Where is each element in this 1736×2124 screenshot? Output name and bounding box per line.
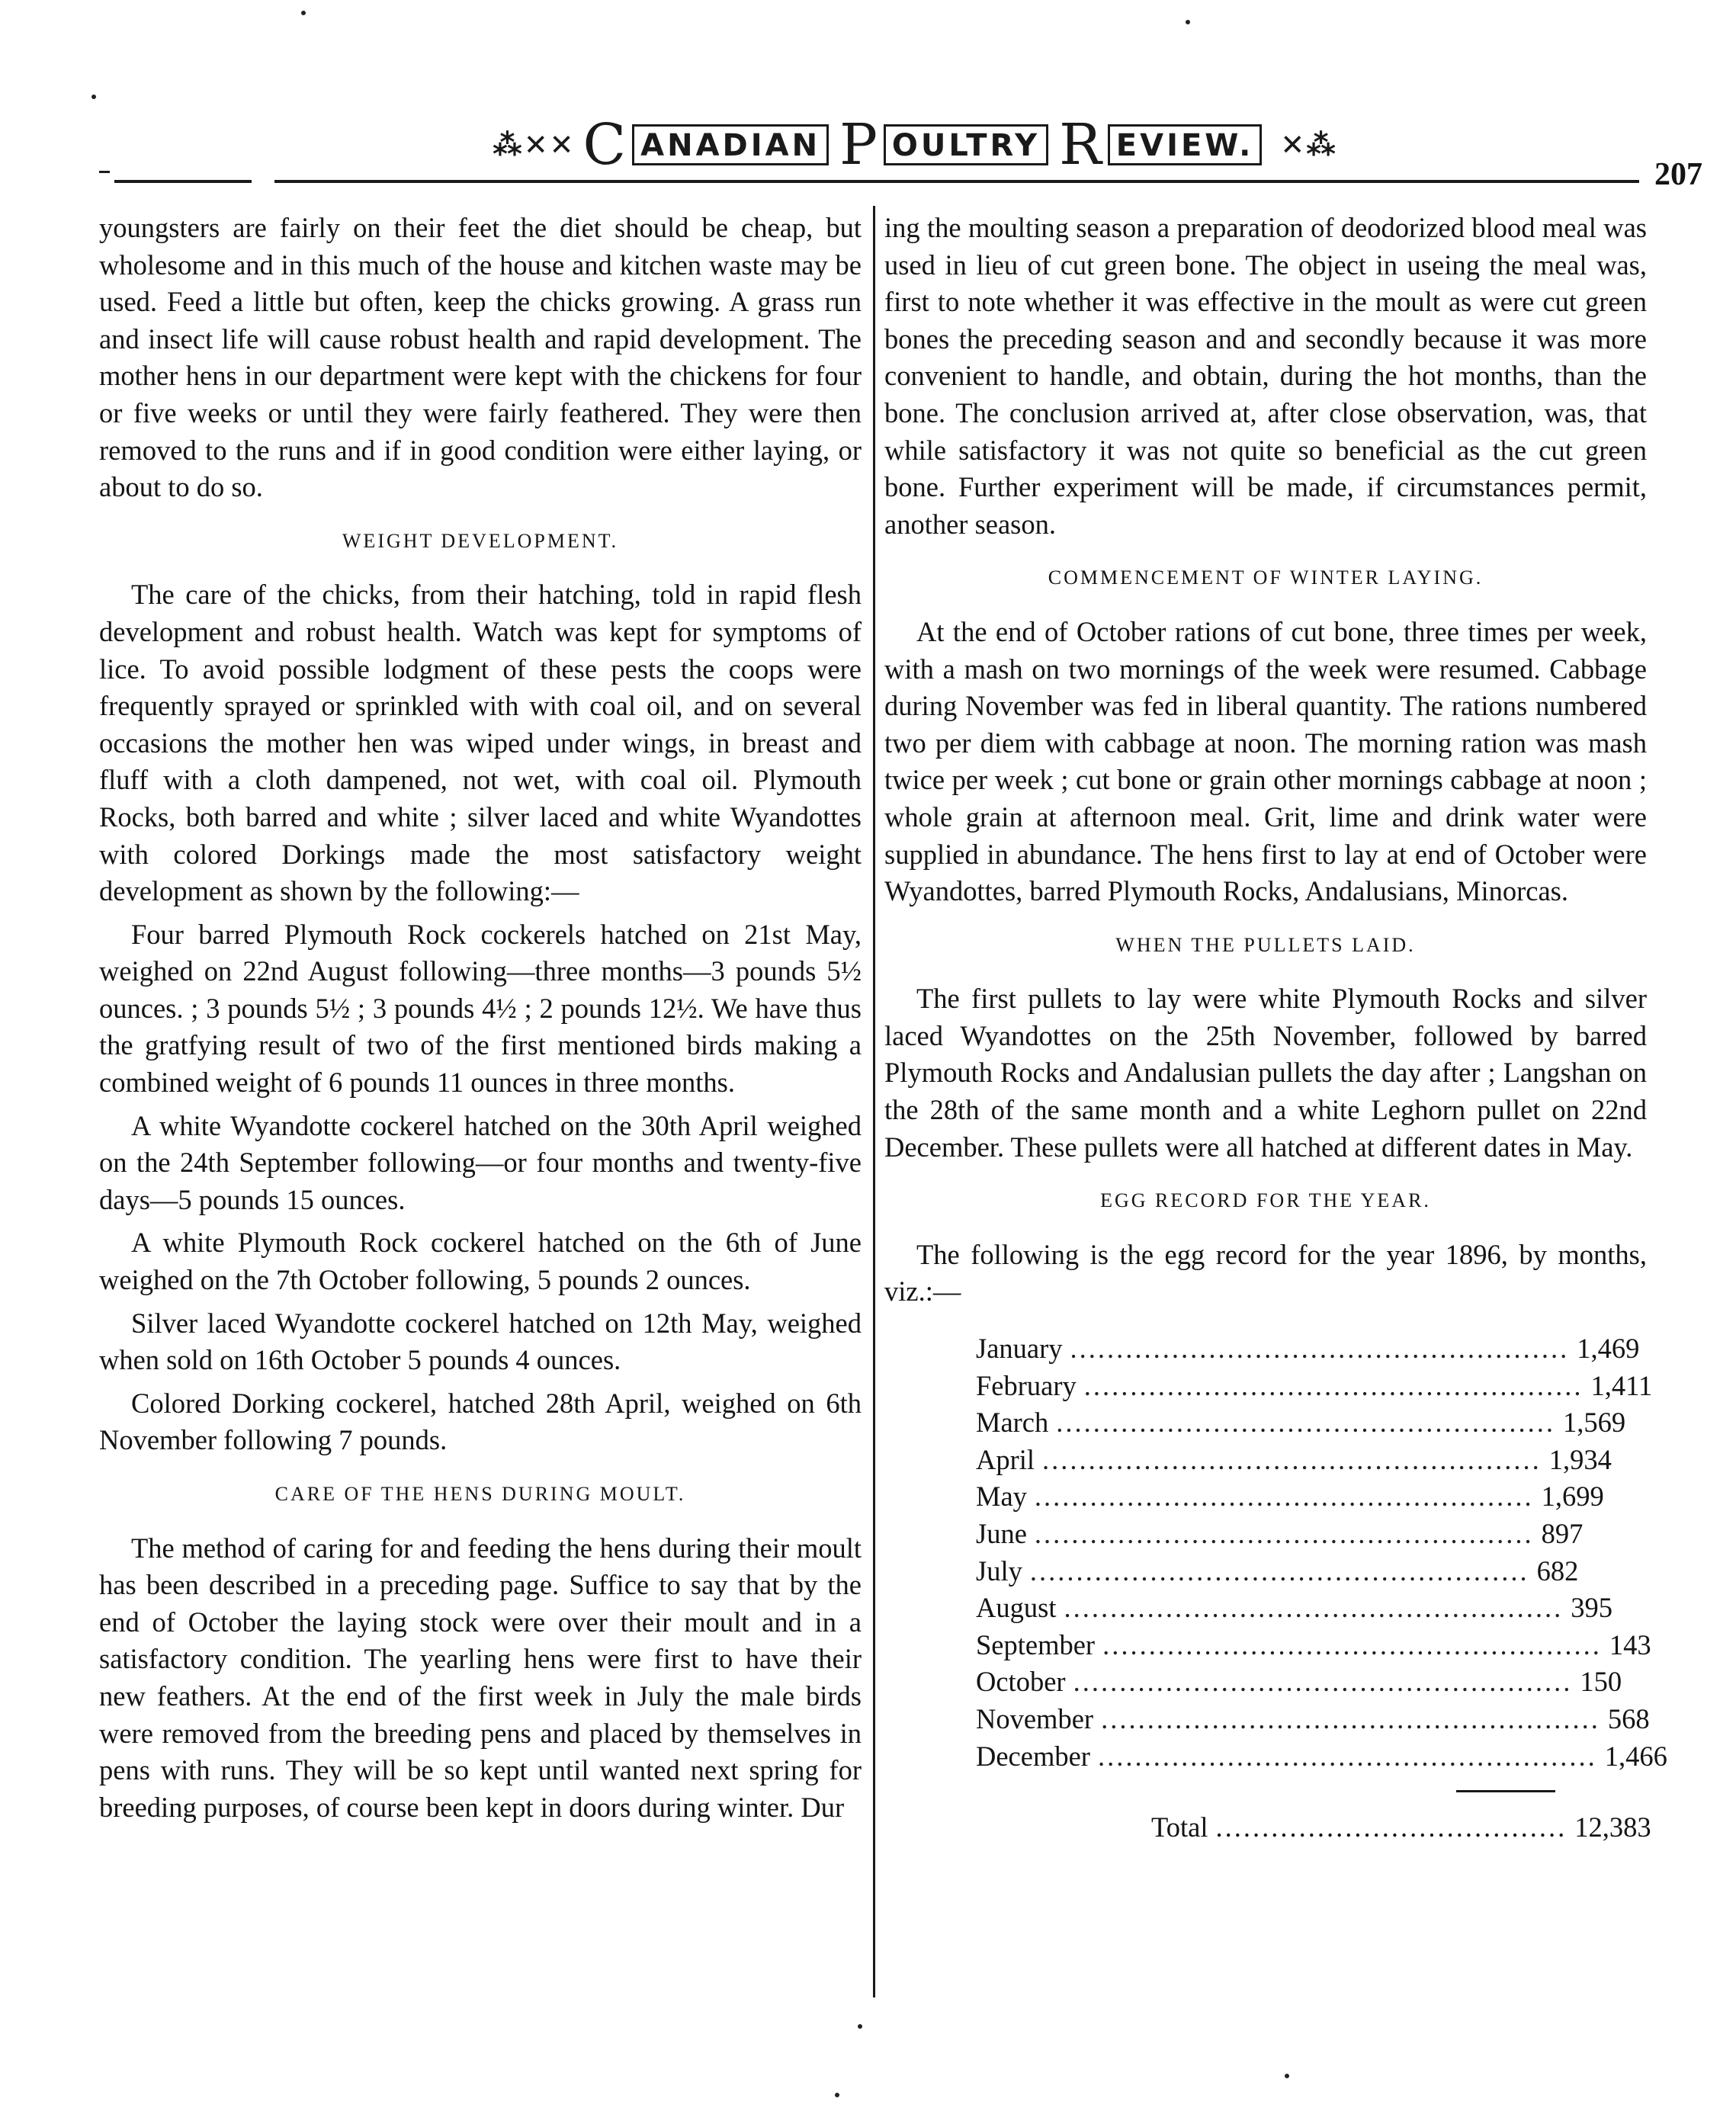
month-label: August (976, 1592, 1057, 1624)
month-label: July (976, 1554, 1022, 1587)
dot-leader: ...................................................... (1102, 1628, 1602, 1660)
masthead-initial-p: P (839, 112, 881, 178)
month-label: June (976, 1518, 1027, 1549)
egg-record-table (976, 1330, 1667, 1846)
total-row (976, 1809, 1651, 1846)
print-speck (1186, 20, 1190, 24)
table-row (976, 1590, 1612, 1627)
masthead-initial-c: C (582, 112, 630, 178)
right-column (884, 210, 1667, 1846)
table-row (976, 1627, 1651, 1664)
month-label: March (976, 1407, 1049, 1439)
page-header (91, 112, 1702, 198)
page-number: 207 (1654, 157, 1702, 192)
table-row (976, 1701, 1650, 1738)
table-row (976, 1478, 1604, 1516)
dot-leader: ...................................................... (1034, 1481, 1534, 1513)
masthead-initial-r: R (1059, 112, 1105, 178)
month-label: January (976, 1333, 1063, 1365)
egg-count: 1,411 (1590, 1369, 1653, 1401)
header-tick (99, 171, 110, 173)
section-heading-care-of-hens: CARE OF THE HENS DURING MOULT. (274, 1483, 686, 1505)
paragraph: The following is the egg record for the year 1896, by months, viz.:— (884, 1238, 1647, 1307)
month-label: September (976, 1628, 1096, 1660)
paragraph: At the end of October rations of cut bone, three times per week, with a mash on two mornings of the week were resumed. Cabbage during November was fed in liberal quantity. The rations numbered two per diem with cabbage at noon. The morning ration was mash twice per week ; cut bone or grain other mornings cabbage at noon ; whole grain at afternoon meal. Grit, lime and drink water were supplied in abundance. The hens first to lay at end of October were Wyandottes, barred Plymouth Rocks, Andalusians, Minorcas. (884, 615, 1647, 907)
masthead (492, 112, 1338, 178)
month-label: May (976, 1481, 1027, 1513)
masthead-word-poultry: OULTRY (884, 124, 1048, 165)
paragraph: The first pullets to lay were white Plymouth Rocks and silver laced Wyandottes on the 25th November, followed by barred Plymouth Rocks and Andalusian pullets the day after ; Langshan on the 28th of the same month and a white Leghorn pullet on 22nd December. These pullets were all hatched at different dates in May. (884, 983, 1647, 1163)
print-speck (1285, 2074, 1289, 2078)
total-label: Total (1151, 1811, 1208, 1843)
dot-leader: ...................................................... (1073, 1666, 1573, 1698)
paragraph: Colored Dorking cockerel, hatched 28th April, weighed on 6th November following 7 pounds. (99, 1387, 862, 1456)
paragraph: Four barred Plymouth Rock cockerels hatched on 21st May, weighed on 22nd August following—three months—3 pounds 5½ ounces. ; 3 pounds 5½ ; 3 pounds 4½ ; 2 pounds 12½. We have thus the gratfying result of two of the first mentioned birds making a combined weight of 6 pounds 11 ounces in three months. (99, 918, 862, 1099)
table-row (976, 1404, 1626, 1442)
paragraph: ing the moulting season a preparation of deodorized blood meal was used in lieu of cut green bone. The object in useing the meal was, first to note whether it was effective in the moult as were cut green bones the preceding season and and secondly because it was more convenient to handle, and obtain, during the hot months, than the bone. The conclusion arrived at, after close observation, was, that while satisfactory it was not quite so beneficial as the cut green bone. Further experiment will be made, if circumstances permit, another season. (884, 212, 1647, 540)
month-label: December (976, 1740, 1090, 1772)
masthead-word-canadian: ANADIAN (632, 124, 829, 165)
month-label: February (976, 1369, 1077, 1401)
masthead-word-review: EVIEW. (1108, 124, 1263, 165)
paragraph: Silver laced Wyandotte cockerel hatched on 12th May, weighed when sold on 16th October 5 pounds 4 ounces. (99, 1307, 862, 1376)
section-heading-egg-record: EGG RECORD FOR THE YEAR. (1100, 1189, 1431, 1212)
egg-count: 143 (1609, 1628, 1651, 1660)
dot-leader: ...................................................... (1097, 1740, 1597, 1772)
dot-leader: ...................................................... (1101, 1702, 1600, 1734)
section-heading-weight-development: WEIGHT DEVELOPMENT. (342, 529, 619, 552)
paragraph: A white Wyandotte cockerel hatched on the 30th April weighed on the 24th September following—or four months and twenty-five days—5 pounds 15 ounces. (99, 1109, 862, 1215)
total-rule (1456, 1790, 1555, 1792)
print-speck (835, 2093, 839, 2097)
paragraph: The care of the chicks, from their hatching, told in rapid flesh development and robust health. Watch was kept for symptoms of lice. To avoid possible lodgment of these pests the coops were frequently sprayed or sprinkled with with coal oil, and on several occasions the mother hen was wiped under wings, in breast and fluff with a cloth dampened, not wet, with coal oil. Plymouth Rocks, both barred and white ; silver laced and white Wyandottes with colored Dorkings made the most satisfactory weight development as shown by the following:— (99, 579, 862, 907)
egg-count: 1,934 (1548, 1443, 1612, 1475)
month-label: April (976, 1443, 1035, 1475)
table-row (976, 1330, 1640, 1368)
table-row (976, 1664, 1622, 1701)
egg-count: 1,699 (1541, 1481, 1604, 1513)
table-row (976, 1553, 1579, 1590)
egg-count: 568 (1607, 1702, 1650, 1734)
masthead-ornament-right: ✕⁂ (1280, 128, 1338, 162)
egg-count: 150 (1580, 1666, 1622, 1698)
masthead-ornament-left: ⁂✕✕ (492, 128, 576, 162)
egg-count: 395 (1571, 1592, 1612, 1624)
egg-count: 1,466 (1604, 1740, 1667, 1772)
egg-count: 682 (1536, 1554, 1579, 1587)
dot-leader: ...................................................... (1083, 1369, 1584, 1401)
egg-count: 1,569 (1563, 1407, 1626, 1439)
paragraph: The method of caring for and feeding the hens during their moult has been described in a preceding page. Suffice to say that by the end of October the laying stock were over their moult and in a satisfactory condition. The yearling hens were first to have their new feathers. At the end of the first week in July the male birds were removed from the breeding pens and placed by themselves in pens with runs. They will be so kept until wanted next spring for breeding purposes, of course been kept in doors during winter. Dur (99, 1532, 862, 1823)
table-row (976, 1442, 1612, 1479)
dot-leader: ...................................................... (1029, 1554, 1529, 1587)
dot-leader: ...................................................... (1042, 1443, 1542, 1475)
table-row (976, 1738, 1667, 1776)
print-speck (858, 2024, 862, 2029)
dot-leader: ...................................................... (1070, 1333, 1570, 1365)
dot-leader: ...................................... (1215, 1811, 1568, 1843)
paragraph: youngsters are fairly on their feet the diet should be cheap, but wholesome and in this much of the house and kitchen waste may be used. Feed a little but often, keep the chicks growing. A grass run and insect life will cause robust health and rapid development. The mother hens in our department were kept with the chickens for four or five weeks or until they were fairly feathered. They were then removed to the runs and if in good condition were either laying, or about to do so. (99, 212, 862, 503)
header-rule-left (114, 180, 252, 183)
dot-leader: ...................................................... (1056, 1407, 1556, 1439)
left-column (99, 210, 862, 1832)
header-rule (274, 180, 1639, 183)
print-speck (301, 11, 306, 15)
total-value: 12,383 (1574, 1811, 1651, 1843)
table-row (976, 1516, 1584, 1553)
egg-count: 1,469 (1577, 1333, 1640, 1365)
section-heading-winter-laying: COMMENCEMENT OF WINTER LAYING. (1048, 566, 1484, 589)
print-speck (91, 95, 96, 99)
dot-leader: ...................................................... (1034, 1518, 1534, 1549)
table-row (976, 1368, 1653, 1405)
paragraph: A white Plymouth Rock cockerel hatched on the 6th of June weighed on the 7th October following, 5 pounds 2 ounces. (99, 1227, 862, 1296)
dot-leader: ...................................................... (1064, 1592, 1564, 1624)
egg-count: 897 (1541, 1518, 1584, 1549)
section-heading-pullets-laid: WHEN THE PULLETS LAID. (1115, 933, 1416, 956)
column-divider (873, 206, 875, 1997)
month-label: November (976, 1702, 1094, 1734)
month-label: October (976, 1666, 1066, 1698)
